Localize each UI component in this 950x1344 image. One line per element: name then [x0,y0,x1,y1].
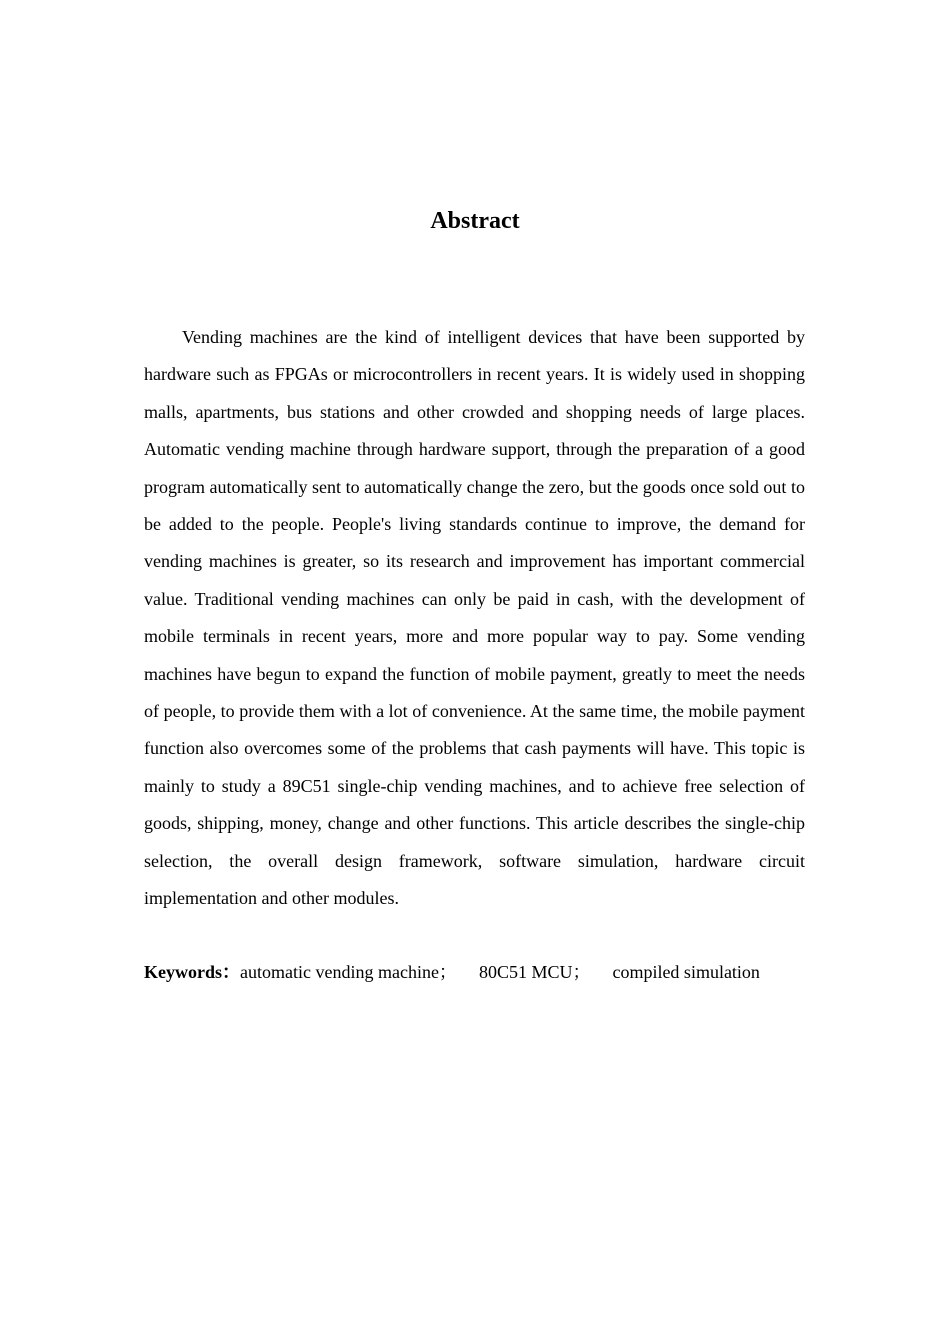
keywords-line [144,955,805,989]
page-title: Abstract [430,208,520,234]
abstract-paragraph: Vending machines are the kind of intelligent devices that have been supported by hardware such as FPGAs or microcontrollers in recent years. It is widely used in shopping malls, apartments, bus stations and other crowded and shopping needs of large places. Automatic vending machine through hardware support, through the preparation of a good program automatically sent to automatically change the zero, but the goods once sold out to be added to the people. People's living standards continue to improve, the demand for vending machines is greater, so its research and improvement has important commercial value. Traditional vending machines can only be paid in cash, with the development of mobile terminals in recent years, more and more popular way to pay. Some vending machines have begun to expand the function of mobile payment, greatly to meet the needs of people, to provide them with a lot of convenience. At the same time, the mobile payment function also overcomes some of the problems that cash payments will have. This topic is mainly to study a 89C51 single-chip vending machines, and to achieve free selection of goods, shipping, money, change and other functions. This article describes the single-chip selection, the overall design framework, software simulation, hardware circuit implementation and other modules. [144,327,805,909]
keyword-item: 80C51 MCU； [478,962,591,982]
keywords-label: Keywords： [144,962,240,982]
keyword-item: automatic vending machine； [240,962,457,982]
keyword-item: compiled simulation [612,962,760,982]
